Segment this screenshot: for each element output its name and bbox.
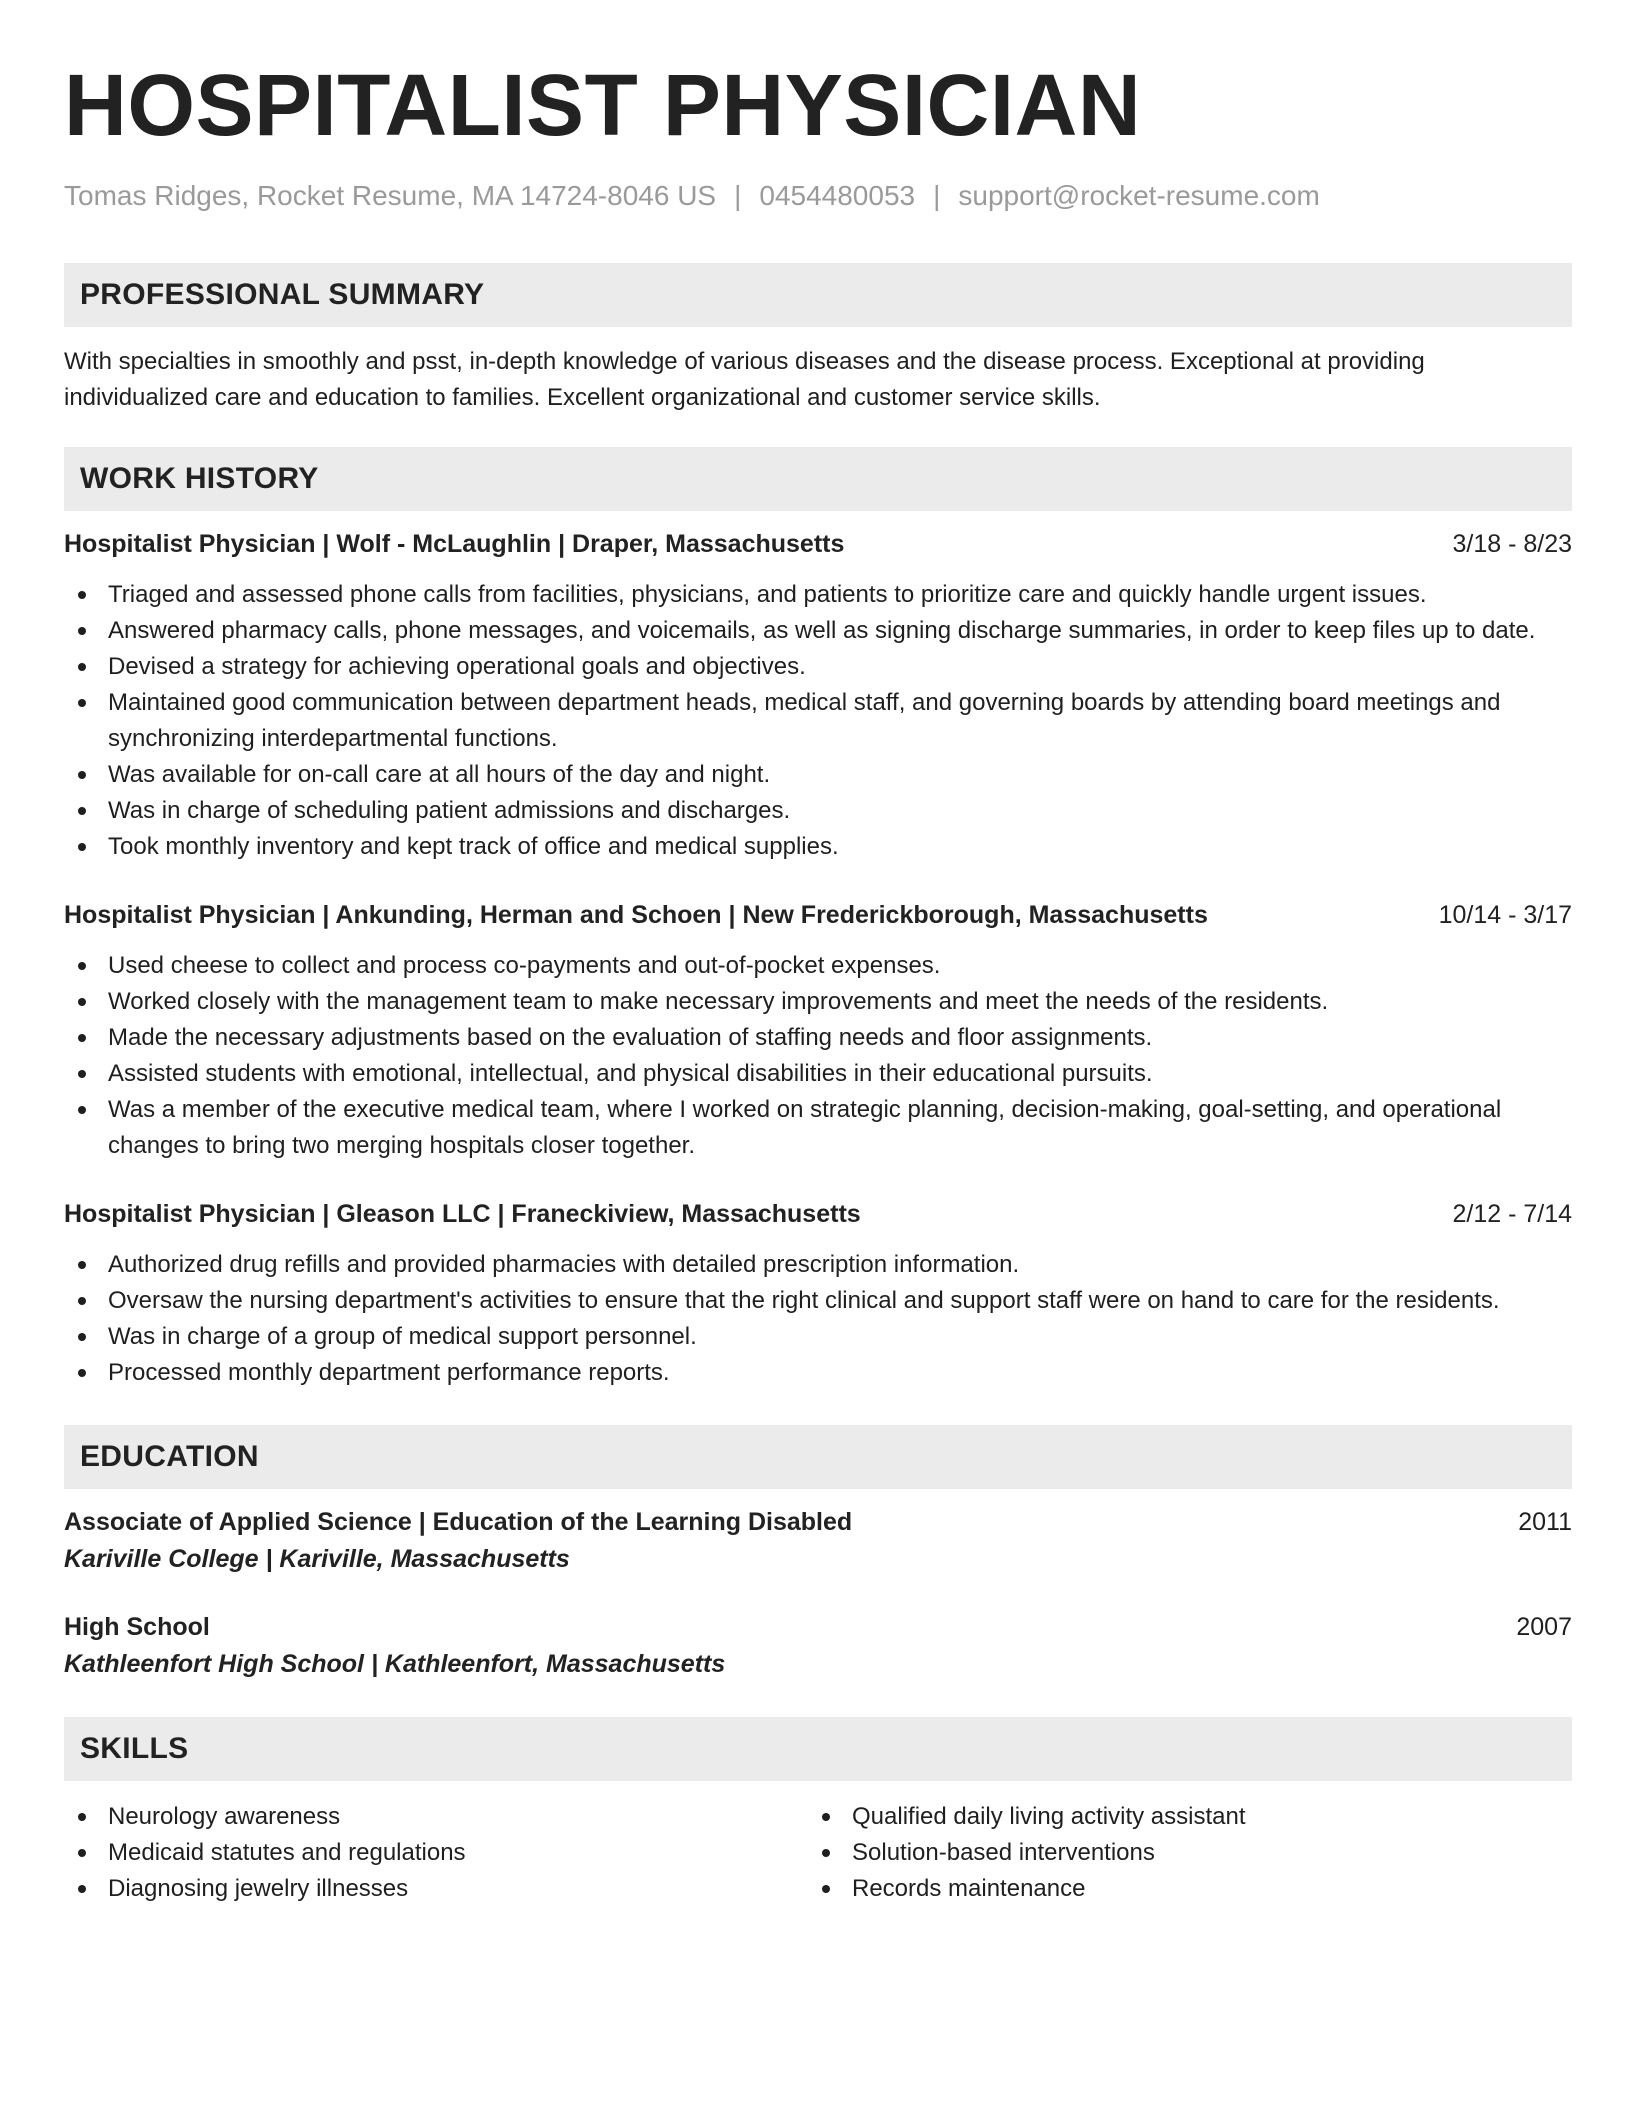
summary-section <box>64 263 1572 416</box>
list-item <box>64 1835 808 1871</box>
contact-email: support@rocket-resume.com <box>958 180 1320 211</box>
list-item <box>64 829 1572 865</box>
education-heading: EDUCATION <box>64 1425 1572 1489</box>
bullet-icon <box>78 1297 86 1305</box>
work-history-section <box>64 447 1572 1391</box>
job-dates: 10/14 - 3/17 <box>1438 901 1572 929</box>
list-item <box>808 1799 1552 1835</box>
bullet-text: Worked closely with the management team to make necessary improvements and meet the needs of the residents. <box>108 988 1329 1015</box>
summary-heading: PROFESSIONAL SUMMARY <box>64 263 1572 327</box>
education-degree: High School <box>64 1613 210 1641</box>
bullet-icon <box>78 1261 86 1269</box>
job-header <box>64 527 1572 561</box>
list-item <box>64 1020 1572 1056</box>
bullet-icon <box>78 699 86 707</box>
bullet-icon <box>78 1885 86 1893</box>
contact-separator: | <box>734 180 742 211</box>
contact-line <box>64 178 1572 214</box>
bullet-text: Was in charge of scheduling patient admissions and discharges. <box>108 797 791 824</box>
list-item <box>64 757 1572 793</box>
bullet-text: Oversaw the nursing department's activities to ensure that the right clinical and support staff were on hand to care for the residents. <box>108 1287 1500 1314</box>
list-item <box>64 1283 1572 1319</box>
list-item <box>64 685 1572 757</box>
list-item <box>64 1319 1572 1355</box>
bullet-icon <box>78 663 86 671</box>
list-item <box>64 1056 1572 1092</box>
bullet-icon <box>822 1813 830 1821</box>
job-title: Hospitalist Physician | Wolf - McLaughlin | Draper, Massachusetts <box>64 530 845 558</box>
bullet-text: Took monthly inventory and kept track of office and medical supplies. <box>108 833 839 860</box>
contact-separator: | <box>933 180 941 211</box>
work-history-heading: WORK HISTORY <box>64 447 1572 511</box>
list-item <box>64 649 1572 685</box>
job-bullets <box>64 577 1572 865</box>
education-year: 2011 <box>1518 1508 1572 1536</box>
list-item <box>64 613 1572 649</box>
bullet-text: Processed monthly department performance reports. <box>108 1359 670 1386</box>
bullet-text: Was a member of the executive medical team, where I worked on strategic planning, decision-making, goal-setting, and operational changes to bring two merging hospitals closer together. <box>108 1096 1502 1159</box>
list-item <box>64 1799 808 1835</box>
list-item <box>64 948 1572 984</box>
list-item <box>64 1355 1572 1391</box>
list-item <box>64 1092 1572 1164</box>
skills-heading: SKILLS <box>64 1717 1572 1781</box>
education-degree: Associate of Applied Science | Education of the Learning Disabled <box>64 1508 853 1536</box>
bullet-icon <box>78 843 86 851</box>
skill-text: Records maintenance <box>852 1875 1086 1902</box>
bullet-icon <box>78 1813 86 1821</box>
contact-phone: 0454480053 <box>759 180 916 211</box>
skills-list <box>64 1799 808 1907</box>
contact-address: Tomas Ridges, Rocket Resume, MA 14724-8046 US <box>64 180 717 211</box>
bullet-text: Maintained good communication between department heads, medical staff, and governing boards by attending board meetings and synchronizing interdepartmental functions. <box>108 689 1501 752</box>
skills-list <box>808 1799 1552 1907</box>
bullet-icon <box>78 1106 86 1114</box>
education-header <box>64 1610 1572 1644</box>
resume-title: HOSPITALIST PHYSICIAN <box>64 57 1142 154</box>
bullet-text: Was in charge of a group of medical support personnel. <box>108 1323 697 1350</box>
bullet-icon <box>78 1070 86 1078</box>
bullet-text: Authorized drug refills and provided pharmacies with detailed prescription information. <box>108 1251 1020 1278</box>
bullet-text: Triaged and assessed phone calls from facilities, physicians, and patients to prioritize care and quickly handle urgent issues. <box>108 581 1427 608</box>
education-header <box>64 1505 1572 1539</box>
list-item <box>64 793 1572 829</box>
bullet-icon <box>78 962 86 970</box>
skill-text: Diagnosing jewelry illnesses <box>108 1875 409 1902</box>
job-header <box>64 1197 1572 1231</box>
bullet-icon <box>822 1885 830 1893</box>
resume-page <box>64 56 1572 1907</box>
bullet-icon <box>822 1849 830 1857</box>
job-entry <box>64 898 1572 1164</box>
job-entry <box>64 1197 1572 1391</box>
bullet-text: Made the necessary adjustments based on the evaluation of staffing needs and floor assignments. <box>108 1024 1153 1051</box>
education-entry <box>64 1610 1572 1684</box>
bullet-icon <box>78 591 86 599</box>
bullet-icon <box>78 1333 86 1341</box>
education-year: 2007 <box>1516 1613 1572 1641</box>
education-entry <box>64 1505 1572 1579</box>
list-item <box>64 1247 1572 1283</box>
bullet-icon <box>78 807 86 815</box>
bullet-text: Assisted students with emotional, intellectual, and physical disabilities in their educational pursuits. <box>108 1060 1153 1087</box>
education-school: Kathleenfort High School | Kathleenfort, Massachusetts <box>64 1650 726 1678</box>
summary-text: With specialties in smoothly and psst, in-depth knowledge of various diseases and the disease process. Exceptional at providing individualized care and education to families. Excellent organizational and customer service skills. <box>64 348 1425 411</box>
job-bullets <box>64 1247 1572 1391</box>
bullet-icon <box>78 1034 86 1042</box>
list-item <box>64 577 1572 613</box>
education-school: Kariville College | Kariville, Massachusetts <box>64 1545 570 1573</box>
job-title: Hospitalist Physician | Gleason LLC | Franeckiview, Massachusetts <box>64 1200 861 1228</box>
job-entry <box>64 527 1572 865</box>
bullet-icon <box>78 1369 86 1377</box>
list-item <box>808 1871 1552 1907</box>
skill-text: Qualified daily living activity assistant <box>852 1803 1246 1830</box>
bullet-icon <box>78 771 86 779</box>
list-item <box>64 984 1572 1020</box>
bullet-icon <box>78 998 86 1006</box>
job-title: Hospitalist Physician | Ankunding, Herman and Schoen | New Frederickborough, Massachusetts <box>64 901 1208 929</box>
bullet-icon <box>78 1849 86 1857</box>
skill-text: Solution-based interventions <box>852 1839 1155 1866</box>
bullet-text: Used cheese to collect and process co-payments and out-of-pocket expenses. <box>108 952 941 979</box>
skills-grid <box>64 1799 1572 1907</box>
skills-column-left <box>64 1799 808 1907</box>
job-bullets <box>64 948 1572 1164</box>
bullet-text: Devised a strategy for achieving operational goals and objectives. <box>108 653 806 680</box>
bullet-text: Answered pharmacy calls, phone messages, and voicemails, as well as signing discharge summaries, in order to keep files up to date. <box>108 617 1536 644</box>
skill-text: Neurology awareness <box>108 1803 341 1830</box>
skills-column-right <box>808 1799 1552 1907</box>
list-item <box>808 1835 1552 1871</box>
job-dates: 2/12 - 7/14 <box>1452 1200 1572 1228</box>
skill-text: Medicaid statutes and regulations <box>108 1839 466 1866</box>
list-item <box>64 1871 808 1907</box>
skills-section <box>64 1717 1572 1907</box>
education-section <box>64 1425 1572 1684</box>
job-header <box>64 898 1572 932</box>
bullet-text: Was available for on-call care at all hours of the day and night. <box>108 761 771 788</box>
job-dates: 3/18 - 8/23 <box>1452 530 1572 558</box>
bullet-icon <box>78 627 86 635</box>
